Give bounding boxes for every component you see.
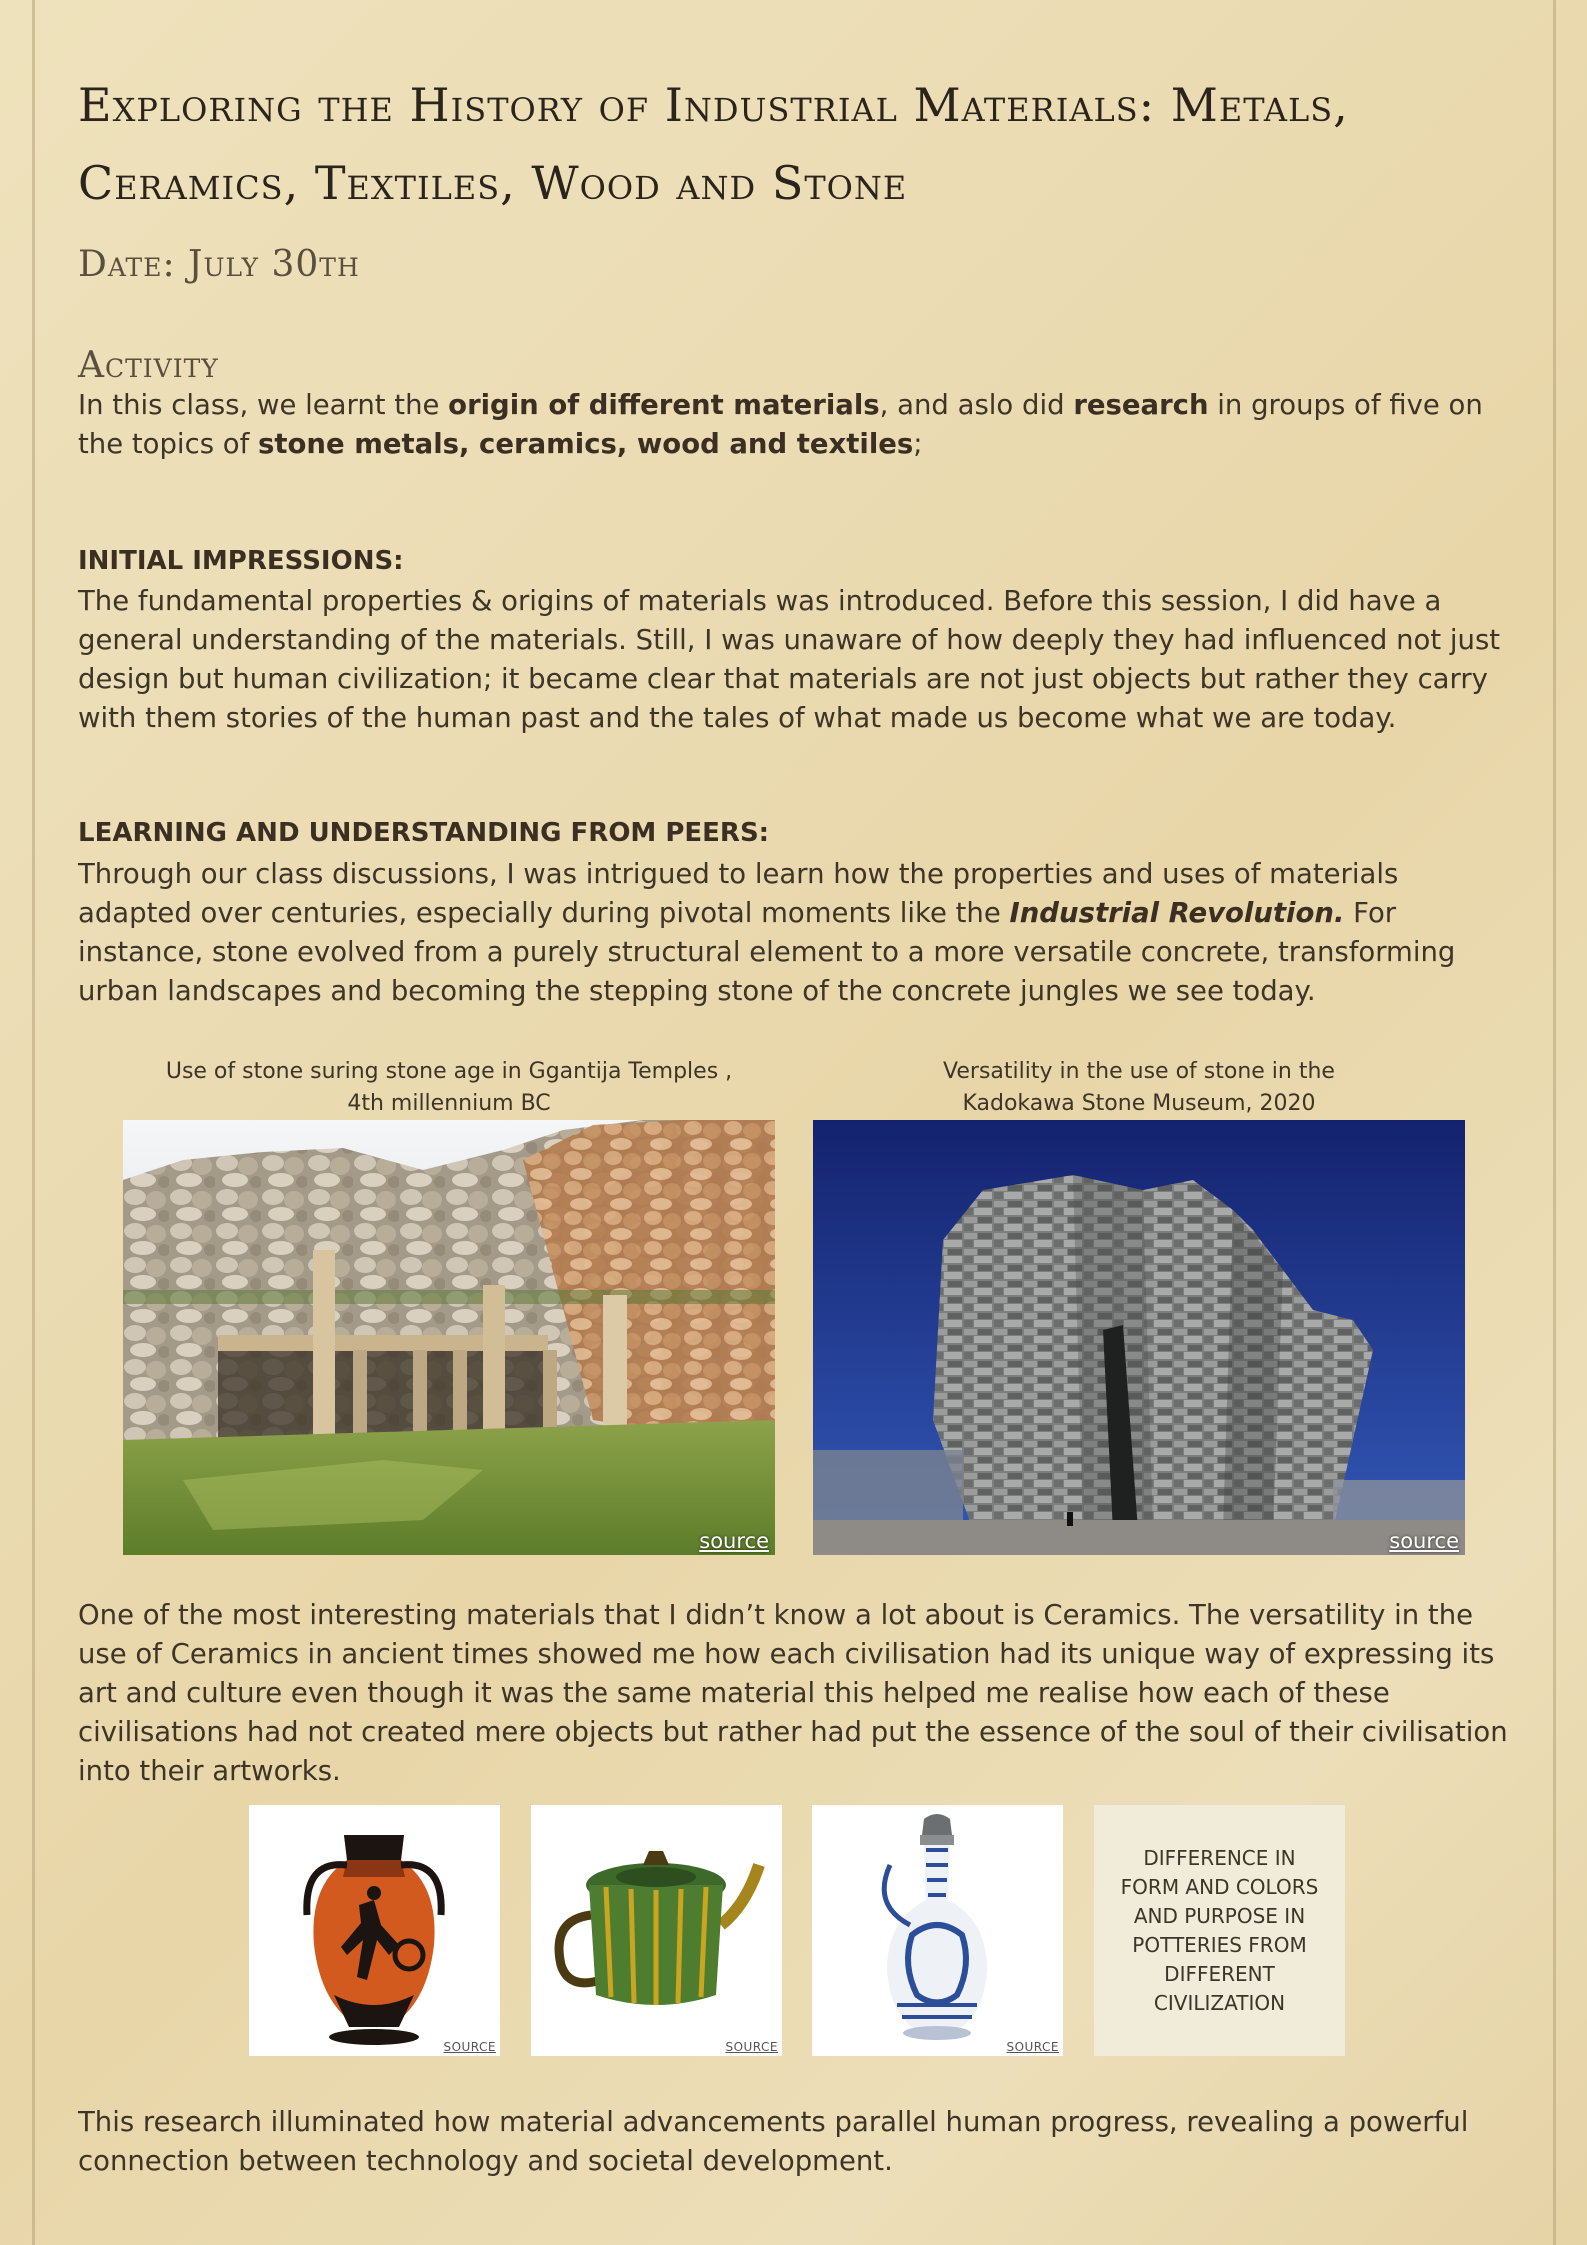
activity-text-1: In this class, we learnt the (78, 389, 449, 421)
teapot-icon (531, 1805, 782, 2056)
activity-paragraph (78, 386, 1518, 464)
initial-impressions-heading: INITIAL IMPRESSIONS: (78, 546, 404, 576)
activity-bold-1: origin of different materials (448, 389, 880, 421)
peers-text-1: Through our class discussions, I was intrigued to learn how the properties and uses of materials adapted over centuries, especially during pivotal moments like the (78, 858, 1399, 929)
ggantija-source-link[interactable]: source (699, 1529, 769, 1553)
amphora-source-link[interactable]: SOURCE (443, 2040, 496, 2054)
initial-impressions-paragraph: The fundamental properties & origins of materials was introduced. Before this session, I did have a general understanding of the materials. Still, I was unaware of how deeply they had influenced not just design but human civilization; it became clear that materials are not just objects but rather they carry with them stories of the human past and the tales of what made us become what we are today. (78, 585, 1501, 734)
blue-white-jug-tile (812, 1805, 1063, 2056)
title-line-1: Exploring the History of Industrial Materials: Metals, (78, 78, 1349, 132)
figure-left-caption (123, 1056, 775, 1120)
green-teapot-tile (531, 1805, 782, 2056)
amphora-icon (249, 1805, 500, 2056)
activity-text-4: ; (913, 428, 923, 460)
figure-left-caption-line-2: 4th millennium BC (347, 1091, 551, 1116)
kadokawa-source-link[interactable]: source (1389, 1529, 1459, 1553)
ggantija-temples-photo (123, 1120, 775, 1555)
date-label: Date: July 30th (78, 244, 360, 285)
activity-heading: Activity (78, 345, 219, 386)
jug-icon (812, 1805, 1063, 2056)
activity-bold-2: research (1073, 389, 1209, 421)
figure-right-caption (813, 1056, 1465, 1120)
peers-paragraph (78, 855, 1518, 1011)
figure-right-caption-line-1: Versatility in the use of stone in the (943, 1059, 1335, 1084)
teapot-source-link[interactable]: SOURCE (725, 2040, 778, 2054)
ggantija-illustration (123, 1120, 775, 1555)
page-border-left (32, 0, 35, 2245)
title-line-2: Ceramics, Textiles, Wood and Stone (78, 156, 908, 210)
peers-heading: LEARNING AND UNDERSTANDING FROM PEERS: (78, 818, 770, 848)
pottery-difference-note: DIFFERENCE IN FORM AND COLORS AND PURPOSE IN POTTERIES FROM DIFFERENT CIVILIZATION (1094, 1805, 1345, 2056)
page-title (78, 66, 1518, 222)
kadokawa-museum-photo (813, 1120, 1465, 1555)
greek-amphora-tile (249, 1805, 500, 2056)
conclusion-paragraph: This research illuminated how material advancements parallel human progress, revealing a powerful connection between technology and societal development. (78, 2106, 1469, 2177)
peers-text-2: For instance, stone evolved from a purely structural element to a more versatile concrete, transforming urban landscapes and becoming the stepping stone of the concrete jungles we see today. (78, 897, 1456, 1007)
industrial-revolution-emphasis: Industrial Revolution. (1009, 897, 1345, 929)
jug-source-link[interactable]: SOURCE (1006, 2040, 1059, 2054)
activity-text-3: in groups of five on the topics of (78, 389, 1483, 460)
ceramics-paragraph: One of the most interesting materials that I didn’t know a lot about is Ceramics. The versatility in the use of Ceramics in ancient times showed me how each civilisation had its unique way of expressing its art and culture even though it was the same material this helped me realise how each of these civilisations had not created mere objects but rather had put the essence of the soul of their civilisation into their artworks. (78, 1599, 1508, 1787)
figure-left-caption-line-1: Use of stone suring stone age in Ggantija Temples , (165, 1059, 733, 1084)
kadokawa-illustration (813, 1120, 1465, 1555)
figure-right-caption-line-2: Kadokawa Stone Museum, 2020 (962, 1091, 1316, 1116)
activity-text-2: , and aslo did (879, 389, 1074, 421)
page-border-right (1553, 0, 1556, 2245)
activity-bold-3: stone metals, ceramics, wood and textiles (258, 428, 914, 460)
